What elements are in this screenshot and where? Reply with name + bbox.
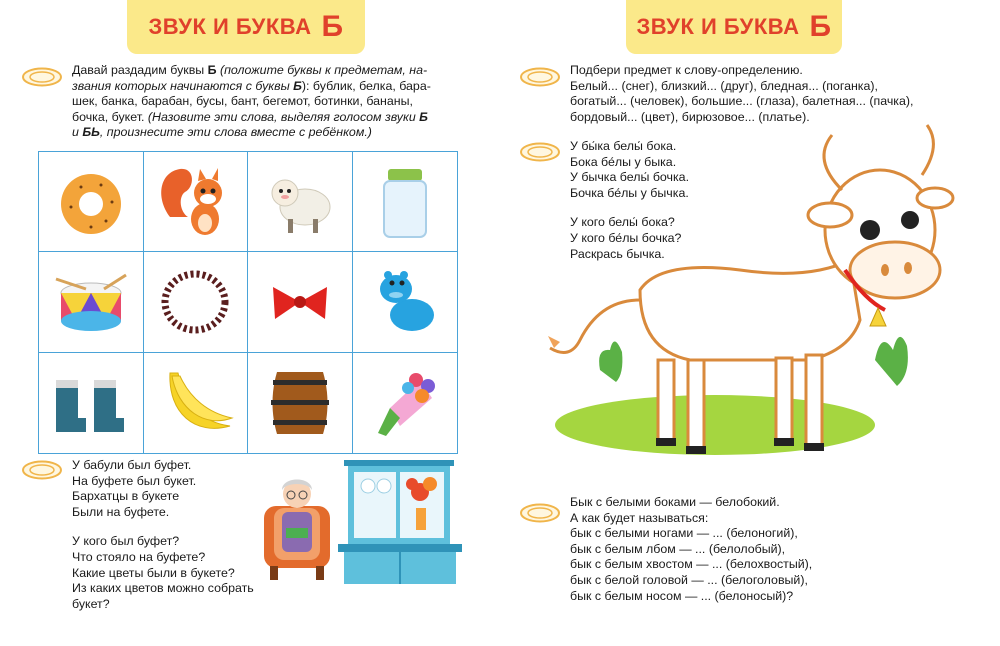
page-title-banner bbox=[127, 0, 365, 54]
intro-segment: (Назовите эти слова, выделяя голосом звуки bbox=[147, 109, 420, 124]
page-title-banner bbox=[626, 0, 842, 54]
barrel-icon bbox=[255, 358, 345, 448]
grid-cell bbox=[353, 353, 458, 453]
boots-icon bbox=[46, 358, 136, 448]
right-page bbox=[500, 0, 1000, 646]
word-line: бык с белым носом — ... (белоносый)? bbox=[570, 588, 794, 603]
grid-cell bbox=[39, 353, 144, 453]
page-title: ЗВУК И БУКВА bbox=[636, 14, 800, 39]
intro-segment: , произнесите эти слова вместе с ребёнком.) bbox=[99, 125, 372, 140]
poem-line: У бабули был буфет. bbox=[72, 458, 192, 472]
intro-segment: Давай раздадим буквы bbox=[72, 63, 208, 77]
bouquet-icon bbox=[360, 358, 450, 448]
grandma-illustration bbox=[260, 468, 335, 586]
intro-segment: (положите буквы к предметам, на- bbox=[216, 63, 428, 77]
bowl-icon bbox=[520, 67, 560, 87]
poem-line: У бы́ка белы́ бока. bbox=[570, 139, 677, 153]
grid-cell bbox=[353, 152, 458, 252]
grid-cell bbox=[248, 152, 353, 252]
bull-coloring-illustration bbox=[540, 120, 960, 470]
intro-segment: Б bbox=[293, 78, 302, 93]
grid-cell bbox=[39, 252, 144, 352]
jar-icon bbox=[360, 157, 450, 247]
question-line: Раскрась бычка. bbox=[570, 246, 665, 261]
word-line: бык с белым хвостом — ... (белохвостый), bbox=[570, 557, 813, 572]
question-line: Какие цветы были в букете? bbox=[72, 565, 235, 580]
grid-cell bbox=[144, 252, 249, 352]
grid-cell bbox=[248, 353, 353, 453]
bowl-icon bbox=[520, 503, 560, 523]
intro-segment: звания которых начинаются с буквы bbox=[72, 78, 290, 93]
word-line: бык с белыми ногами — ... (белоногий), bbox=[570, 526, 798, 541]
question-line: Из каких цветов можно собрать букет? bbox=[72, 581, 254, 611]
lamb-icon bbox=[255, 157, 345, 247]
bow-icon bbox=[255, 257, 345, 347]
grid-cell bbox=[144, 353, 249, 453]
intro-text bbox=[72, 63, 467, 141]
page-title: ЗВУК И БУКВА bbox=[148, 14, 312, 39]
question-line: Что стояло на буфете? bbox=[72, 549, 206, 564]
bowl-icon bbox=[22, 460, 62, 480]
question-line: У кого бе́лы бочка? bbox=[570, 230, 682, 245]
intro-segment: и bbox=[72, 125, 79, 140]
poem-line: Бока бе́лы у быка. bbox=[570, 154, 677, 169]
task-line: бордовый... (цвет), бирюзовое... (платье). bbox=[570, 109, 810, 124]
title-letter: Б bbox=[321, 10, 344, 43]
word-line: бык с белой головой — ... (белоголовый), bbox=[570, 572, 808, 587]
bananas-icon bbox=[150, 358, 240, 448]
word-line: бык с белым лбом — ... (белолобый), bbox=[570, 541, 786, 556]
title-letter: Б bbox=[809, 10, 832, 43]
hippo-icon bbox=[360, 257, 450, 347]
task-line: Белый... (снег), близкий... (друг), бледная... (поганка), bbox=[570, 78, 878, 93]
poem-line: Были на буфете. bbox=[72, 504, 170, 519]
sideboard-illustration bbox=[338, 458, 464, 588]
poem-line: Бочка бе́лы у бычка. bbox=[570, 185, 689, 200]
poem-block bbox=[72, 458, 262, 612]
word-line: А как будет называться: bbox=[570, 510, 709, 525]
intro-segment: БЬ bbox=[82, 125, 100, 140]
bagel-icon bbox=[46, 157, 136, 247]
grid-cell bbox=[353, 252, 458, 352]
picture-grid bbox=[38, 151, 458, 454]
grid-cell bbox=[144, 152, 249, 252]
words-block bbox=[570, 495, 870, 604]
task-block bbox=[570, 63, 990, 125]
squirrel-icon bbox=[150, 157, 240, 247]
intro-segment: Б bbox=[419, 109, 428, 124]
poem-line: У бычка белы́ бочка. bbox=[570, 170, 690, 185]
word-line: Бык с белыми боками — белобокий. bbox=[570, 495, 780, 509]
beads-icon bbox=[150, 257, 240, 347]
intro-segment: ): бублик, белка, бара- шек, банка, барабан, бусы, бант, бегемот, ботинки, бананы, бочка, букет. bbox=[72, 78, 431, 124]
poem-line: На буфете был букет. bbox=[72, 473, 197, 488]
task-line: Подбери предмет к слову-определению. bbox=[570, 63, 803, 77]
intro-segment: Б bbox=[207, 63, 217, 77]
task-line: богатый... (человек), большие... (глаза), балетная... (пачка), bbox=[570, 94, 914, 109]
poem-line: Бархатцы в букете bbox=[72, 489, 180, 504]
question-line: У кого белы́ бока? bbox=[570, 215, 675, 230]
grid-cell bbox=[39, 152, 144, 252]
grid-cell bbox=[248, 252, 353, 352]
drum-icon bbox=[46, 257, 136, 347]
question-line: У кого был буфет? bbox=[72, 534, 180, 549]
bowl-icon bbox=[22, 67, 62, 87]
